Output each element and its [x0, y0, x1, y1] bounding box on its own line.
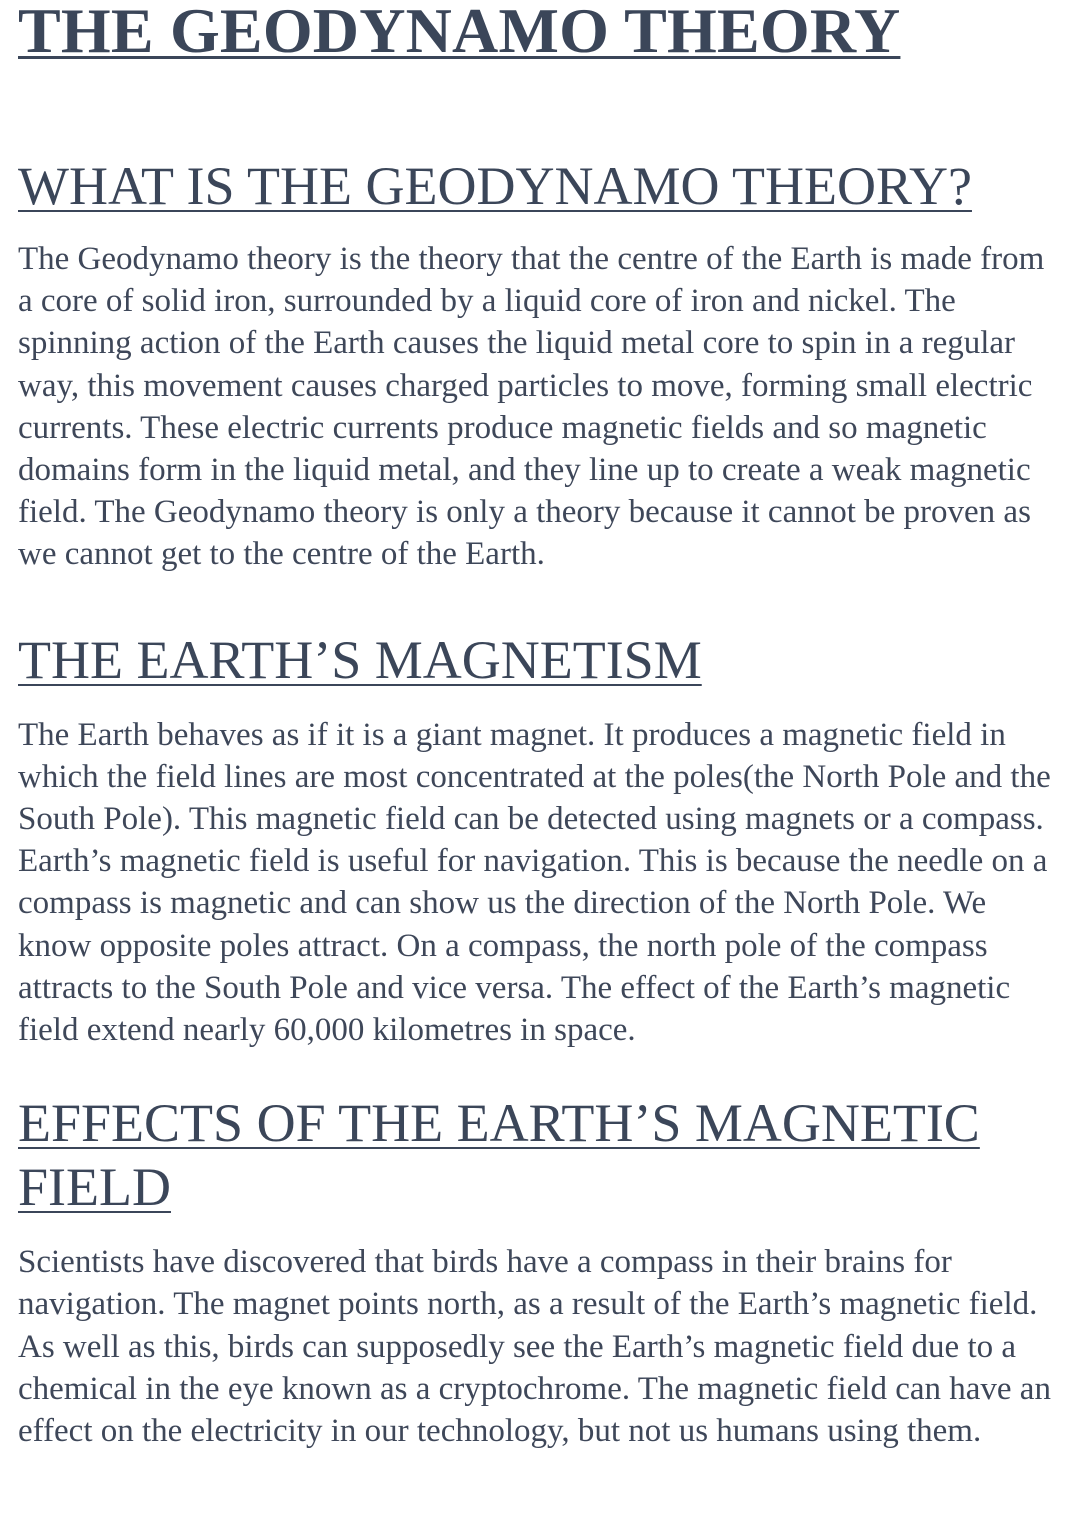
section-paragraph: The Geodynamo theory is the theory that the centre of the Earth is made from a core of solid iron, surrounded by a liquid core of iron and nickel. The spinning action of the Earth causes the liquid metal core to spin in a regular way, this movement causes charged particles to move, forming small electric currents. These electric currents produce magnetic fields and so magnetic domains form in the liquid metal, and they line up to create a weak magnetic field. The Geodynamo theory is only a theory because it cannot be proven as we cannot get to the centre of the Earth. — [18, 241, 1045, 573]
section-heading: EFFECTS OF THE EARTH’S MAGNETIC FIELD — [18, 1093, 980, 1218]
document-title: THE GEODYNAMO THEORY — [18, 0, 901, 66]
section-heading: THE EARTH’S MAGNETISM — [18, 629, 702, 690]
section-magnetic-field-effects — [18, 1091, 1062, 1452]
section-geodynamo-theory — [18, 154, 1062, 576]
section-paragraph: The Earth behaves as if it is a giant magnet. It produces a magnetic field in which the field lines are most concentrated at the poles(the North Pole and the South Pole). This magnetic field can be detected using magnets or a compass. Earth’s magnetic field is useful for navigation. This is because the needle on a compass is magnetic and can show us the direction of the North Pole. We know opposite poles attract. On a compass, the north pole of the compass attracts to the South Pole and vice versa. The effect of the Earth’s magnetic field extend nearly 60,000 kilometres in space. — [18, 716, 1051, 1049]
section-earths-magnetism — [18, 628, 1062, 1052]
section-heading: WHAT IS THE GEODYNAMO THEORY? — [18, 156, 972, 216]
section-paragraph: Scientists have discovered that birds have a compass in their brains for navigation. The magnet points north, as a result of the Earth’s magnetic field. As well as this, birds can supposedly see the Earth’s magnetic field due to a chemical in the eye known as a cryptochrome. The magnetic field can have an effect on the electricity in our technology, but not us humans using them. — [18, 1244, 1051, 1450]
